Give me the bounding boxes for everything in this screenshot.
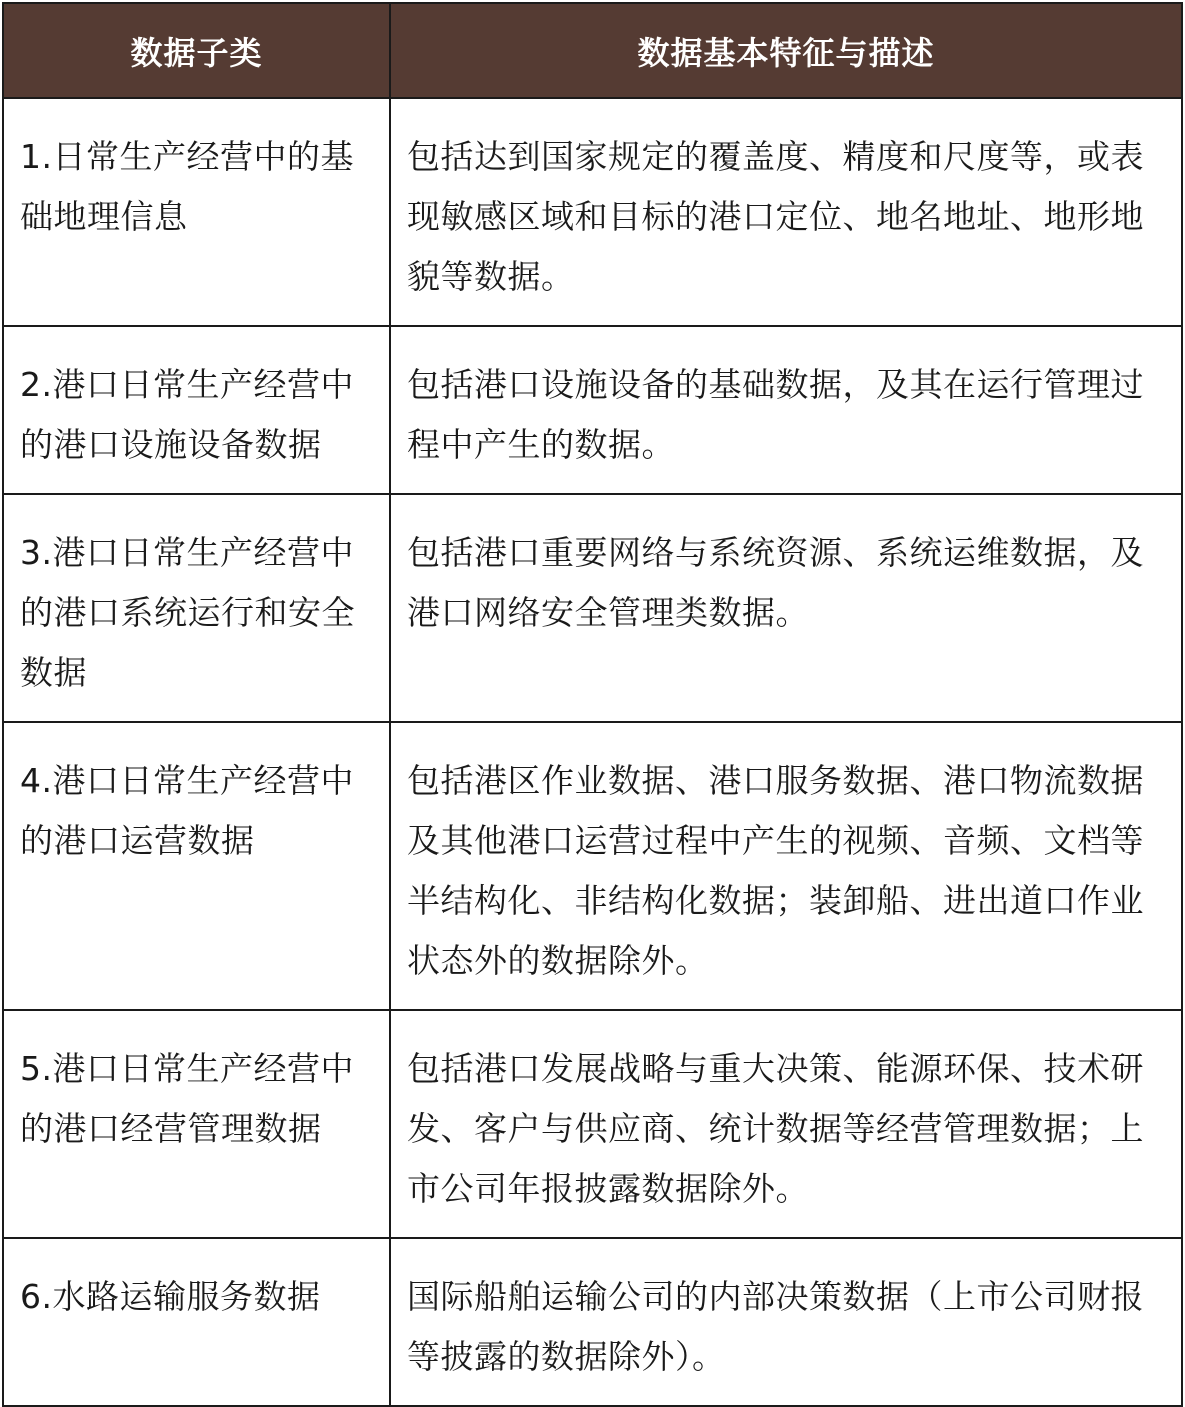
subclass-cell: 2.港口日常生产经营中的港口设施设备数据 <box>3 326 390 494</box>
subclass-cell: 4.港口日常生产经营中的港口运营数据 <box>3 722 390 1010</box>
subclass-cell: 3.港口日常生产经营中的港口系统运行和安全数据 <box>3 494 390 722</box>
data-classification-table <box>2 2 1183 1407</box>
description-cell: 包括港区作业数据、港口服务数据、港口物流数据及其他港口运营过程中产生的视频、音频、文档等半结构化、非结构化数据；装卸船、进出道口作业状态外的数据除外。 <box>390 722 1182 1010</box>
table-row <box>3 1010 1182 1238</box>
description-cell: 包括港口发展战略与重大决策、能源环保、技术研发、客户与供应商、统计数据等经营管理数据；上市公司年报披露数据除外。 <box>390 1010 1182 1238</box>
subclass-cell: 1.日常生产经营中的基础地理信息 <box>3 98 390 326</box>
description-cell: 包括港口设施设备的基础数据，及其在运行管理过程中产生的数据。 <box>390 326 1182 494</box>
description-cell: 国际船舶运输公司的内部决策数据（上市公司财报等披露的数据除外）。 <box>390 1238 1182 1406</box>
description-cell: 包括达到国家规定的覆盖度、精度和尺度等，或表现敏感区域和目标的港口定位、地名地址、地形地貌等数据。 <box>390 98 1182 326</box>
table-row <box>3 98 1182 326</box>
header-description: 数据基本特征与描述 <box>390 3 1182 98</box>
data-classification-table-container <box>2 2 1181 1407</box>
header-subclass: 数据子类 <box>3 3 390 98</box>
table-row <box>3 494 1182 722</box>
table-header-row <box>3 3 1182 98</box>
subclass-cell: 6.水路运输服务数据 <box>3 1238 390 1406</box>
subclass-cell: 5.港口日常生产经营中的港口经营管理数据 <box>3 1010 390 1238</box>
table-row <box>3 1238 1182 1406</box>
table-row <box>3 326 1182 494</box>
table-row <box>3 722 1182 1010</box>
description-cell: 包括港口重要网络与系统资源、系统运维数据，及港口网络安全管理类数据。 <box>390 494 1182 722</box>
